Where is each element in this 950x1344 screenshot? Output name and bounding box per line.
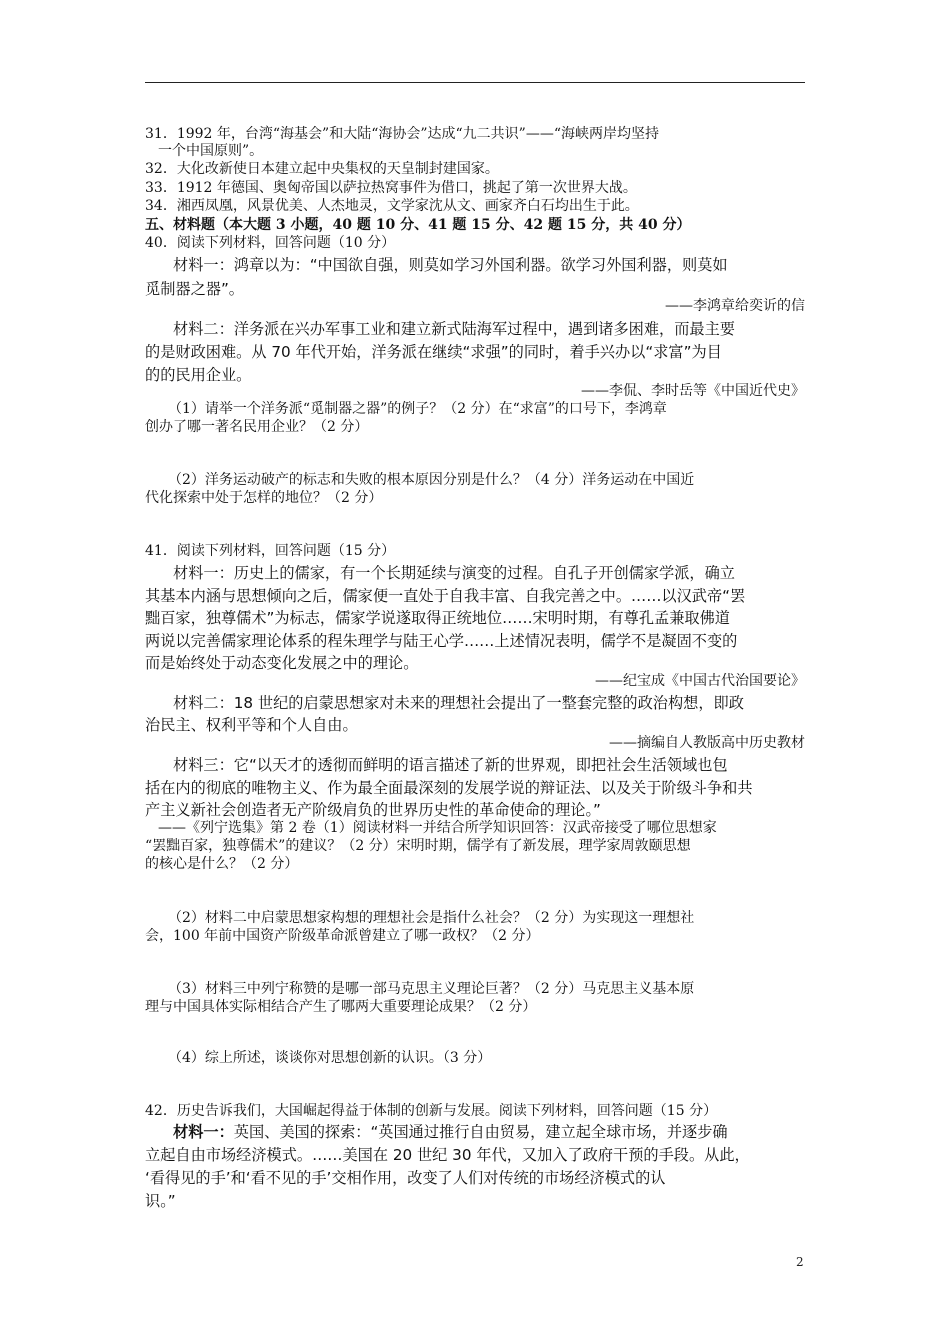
q32: 32．大化改新使日本建立起中央集权的天皇制封建国家。 <box>145 161 499 177</box>
q40-material2-line1: 材料二：洋务派在兴办军事工业和建立新式陆海军过程中，遇到诸多困难，而最主要 <box>173 320 735 338</box>
q40-material1-source: ——李鸿章给奕䜣的信 <box>665 298 805 314</box>
q41-material2-line1: 材料二：18 世纪的启蒙思想家对未来的理想社会提出了一整套完整的政治构想，即政 <box>173 694 744 712</box>
q41-material3-line3: 产主义新社会创造者无产阶级肩负的世界历史性的革命使命的理论。” <box>145 801 601 819</box>
q41-material2-source: ——摘编自人教版高中历史教材 <box>609 735 805 751</box>
q41-material1-line1: 材料一：历史上的儒家，有一个长期延续与演变的过程。自孔子开创儒家学派，确立 <box>173 564 735 582</box>
q41-material1-line2: 其基本内涵与思想倾向之后，儒家便一直处于自我丰富、自我完善之中。……以汉武帝“罢 <box>145 587 746 605</box>
q41-sub3-line2: 理与中国具体实际相结合产生了哪两大重要理论成果？（2 分） <box>145 999 537 1015</box>
q40-sub2-line1: （2）洋务运动破产的标志和失败的根本原因分别是什么？（4 分）洋务运动在中国近 <box>168 472 695 488</box>
header-rule <box>145 82 805 83</box>
q41-sub1-line1: ——《列宁选集》第 2 卷（1）阅读材料一并结合所学知识回答：汉武帝接受了哪位思想家 <box>158 820 717 836</box>
q41-material2-line2: 治民主、权利平等和个人自由。 <box>145 716 358 734</box>
q41-title: 41．阅读下列材料，回答问题（15 分） <box>145 543 396 559</box>
q41-sub2-line2: 会，100 年前中国资产阶级革命派曾建立了哪一政权？（2 分） <box>145 928 540 944</box>
q42-material1-line2: 立起自由市场经济模式。……美国在 20 世纪 30 年代，又加入了政府干预的手段。从此， <box>145 1146 750 1164</box>
q42-material1-label: 材料一： <box>173 1123 234 1141</box>
q41-sub1-line3: 的核心是什么？（2 分） <box>145 856 299 872</box>
q41-sub3-line1: （3）材料三中列宁称赞的是哪一部马克思主义理论巨著？（2 分）马克思主义基本原 <box>168 981 695 997</box>
section-5-heading: 五、材料题（本大题 3 小题，40 题 10 分、41 题 15 分、42 题 15 分，共 40 分） <box>145 217 691 233</box>
q41-material3-line2: 括在内的彻底的唯物主义、作为最全面最深刻的发展学说的辩证法、以及关于阶级斗争和共 <box>145 779 753 797</box>
q42-material1-line3: ‘看得见的手’和‘看不见的手’交相作用，改变了人们对传统的市场经济模式的认 <box>145 1169 666 1187</box>
q40-material2-line3: 的的民用企业。 <box>145 366 252 384</box>
q31-line1: 31．1992 年，台湾“海基会”和大陆“海协会”达成“九二共识”——“海峡两岸均坚持 <box>145 126 659 142</box>
q41-material3-line1: 材料三：它“以天才的透彻而鲜明的语言描述了新的世界观，即把社会生活领域也包 <box>173 756 728 774</box>
q31-line2: 一个中国原则”。 <box>158 143 264 159</box>
q42-material1-line4: 识。” <box>145 1192 176 1210</box>
q41-material1-line3: 黜百家，独尊儒术”为标志，儒家学说遂取得正统地位……宋明时期，有尊孔孟兼取佛道 <box>145 609 730 627</box>
q41-sub1-line2: “罢黜百家，独尊儒术”的建议？（2 分）宋明时期，儒学有了新发展，理学家周敦颐思想 <box>145 838 691 854</box>
q42-material1-line1 <box>173 1123 805 1142</box>
q33: 33．1912 年德国、奥匈帝国以萨拉热窝事件为借口，挑起了第一次世界大战。 <box>145 180 637 196</box>
q40-sub1-line2: 创办了哪一著名民用企业？（2 分） <box>145 419 369 435</box>
q42-title: 42．历史告诉我们，大国崛起得益于体制的创新与发展。阅读下列材料，回答问题（15 分） <box>145 1103 718 1119</box>
q40-material2-line2: 的是财政困难。从 70 年代开始，洋务派在继续“求强”的同时，着手兴办以“求富”为目 <box>145 343 722 361</box>
q40-material1-line2: 觅制器之器”。 <box>145 280 244 298</box>
q40-material1-line1: 材料一：鸿章以为：“中国欲自强，则莫如学习外国利器。欲学习外国利器，则莫如 <box>173 256 728 274</box>
q40-title: 40．阅读下列材料，回答问题（10 分） <box>145 235 396 251</box>
q41-material1-line5: 而是始终处于动态变化发展之中的理论。 <box>145 654 419 672</box>
q41-material1-line4: 两说以完善儒家理论体系的程朱理学与陆王心学……上述情况表明，儒学不是凝固不变的 <box>145 632 738 650</box>
q41-sub4: （4）综上所述，谈谈你对思想创新的认识。（3 分） <box>168 1050 492 1066</box>
q40-sub1-line1: （1）请举一个洋务派“觅制器之器”的例子？（2 分）在“求富”的口号下，李鸿章 <box>168 401 667 417</box>
q34: 34．湘西凤凰，风景优美、人杰地灵，文学家沈从文、画家齐白石均出生于此。 <box>145 198 639 214</box>
page-number: 2 <box>796 1255 804 1269</box>
q40-material2-source: ——李侃、李时岳等《中国近代史》 <box>581 383 805 399</box>
q40-sub2-line2: 代化探索中处于怎样的地位？（2 分） <box>145 490 383 506</box>
q42-material1-text: 英国、美国的探索：“英国通过推行自由贸易，建立起全球市场，并逐步确 <box>233 1123 728 1141</box>
q41-sub2-line1: （2）材料二中启蒙思想家构想的理想社会是指什么社会？（2 分）为实现这一理想社 <box>168 910 695 926</box>
q41-material1-source: ——纪宝成《中国古代治国要论》 <box>595 673 805 689</box>
